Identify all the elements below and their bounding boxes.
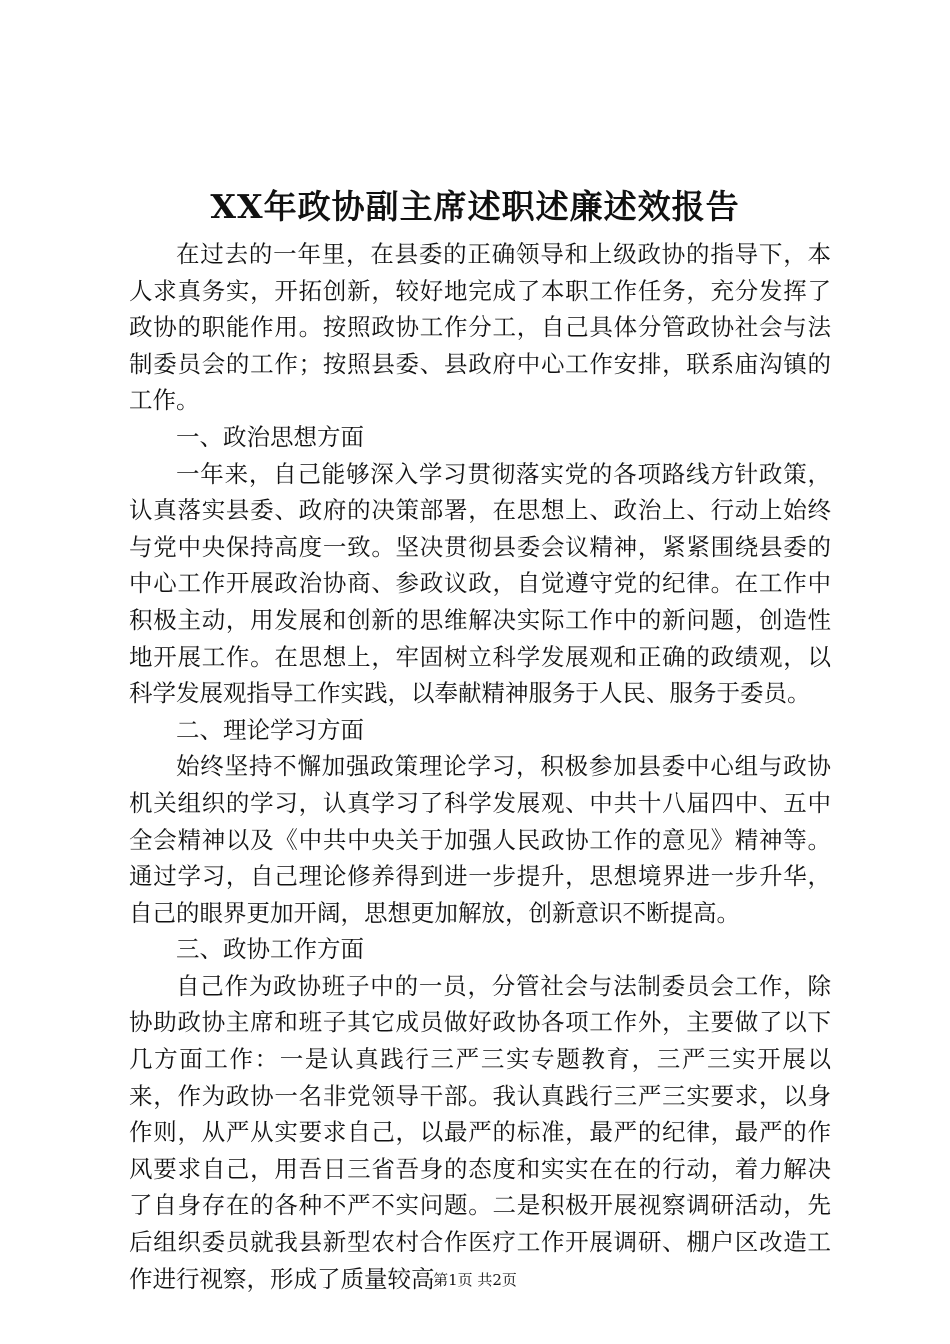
page-total: 共2页 xyxy=(477,1271,517,1289)
section-heading-political: 一、政治思想方面 xyxy=(176,422,364,451)
section-heading-cppcc-work: 三、政协工作方面 xyxy=(176,935,364,964)
page-number: 第1页 xyxy=(433,1271,473,1289)
theory-paragraph: 始终坚持不懈加强政策理论学习，积极参加县委中心组与政协机关组织的学习，认真学习了科学发展观、中共十八届四中、五中全会精神以及《中共中央关于加强人民政协工作的意见》精神等。通过学习，自己理论修养得到进一步提升，思想境界进一步升华，自己的眼界更加开阔，思想更加解放，创新意识不断提高。 xyxy=(129,752,831,927)
document-title: XX年政协副主席述职述廉述效报告 xyxy=(210,187,740,226)
section-heading-theory: 二、理论学习方面 xyxy=(176,715,364,744)
political-paragraph: 一年来，自己能够深入学习贯彻落实党的各项路线方针政策，认真落实县委、政府的决策部署，在思想上、政治上、行动上始终与党中央保持高度一致。坚决贯彻县委会议精神，紧紧围绕县委的中心工作开展政治协商、参政议政，自觉遵守党的纪律。在工作中积极主动，用发展和创新的思维解决实际工作中的新问题，创造性地开展工作。在思想上，牢固树立科学发展观和正确的政绩观，以科学发展观指导工作实践，以奉献精神服务于人民、服务于委员。 xyxy=(129,459,831,708)
document-body xyxy=(129,236,831,1297)
cppcc-work-paragraph: 自己作为政协班子中的一员，分管社会与法制委员会工作，除协助政协主席和班子其它成员做好政协各项工作外，主要做了以下几方面工作：一是认真践行三严三实专题教育，三严三实开展以来，作为政协一名非党领导干部。我认真践行三严三实要求，以身作则，从严从实要求自己，以最严的标准，最严的纪律，最严的作风要求自己，用吾日三省吾身的态度和实实在在的行动，着力解决了自身存在的各种不严不实问题。二是积极开展视察调研活动，先后组织委员就我县新型农村合作医疗工作开展调研、棚户区改造工作进行视察，形成了质量较高 xyxy=(129,971,831,1293)
intro-paragraph: 在过去的一年里，在县委的正确领导和上级政协的指导下，本人求真务实，开拓创新，较好地完成了本职工作任务，充分发挥了政协的职能作用。按照政协工作分工，自己具体分管政协社会与法制委员会的工作；按照县委、县政府中心工作安排，联系庙沟镇的工作。 xyxy=(129,240,831,415)
page-footer xyxy=(0,1270,950,1290)
